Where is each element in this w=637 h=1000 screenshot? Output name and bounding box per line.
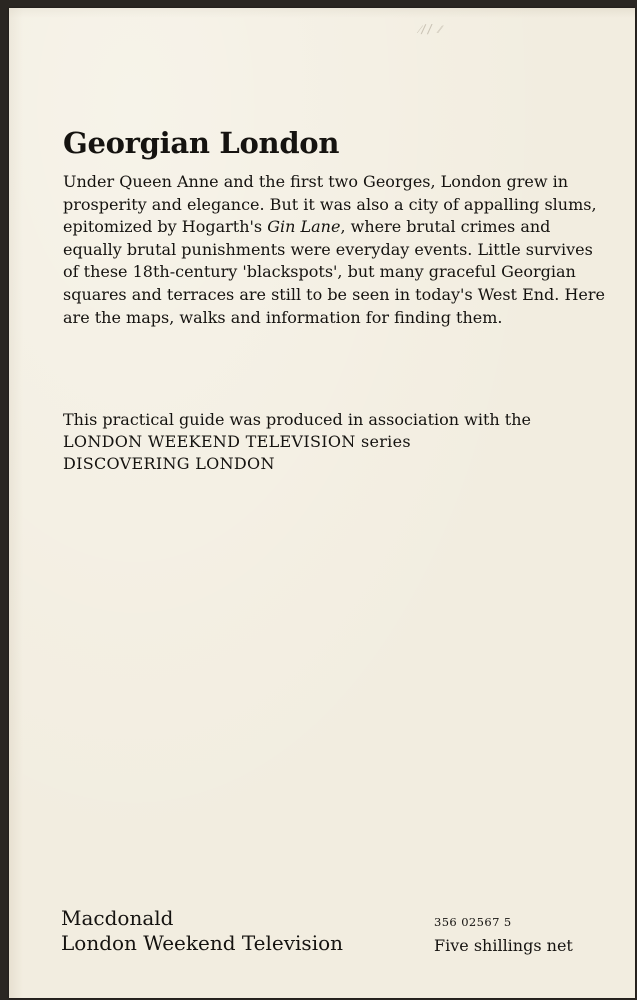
book-blurb xyxy=(63,171,608,329)
wear-mark: ⁄∕/ ⁄⁄ xyxy=(419,22,441,36)
association-line-1: This practical guide was produced in association with the xyxy=(63,410,531,429)
back-cover xyxy=(9,8,635,998)
isbn-number: 356 02567 5 xyxy=(434,915,512,929)
pricing-block xyxy=(434,912,573,956)
publisher-line-1: Macdonald xyxy=(61,906,174,930)
association-line-3: DISCOVERING LONDON xyxy=(63,454,275,473)
publisher-line-2: London Weekend Television xyxy=(61,930,344,955)
blurb-italic-title: Gin Lane xyxy=(267,217,341,237)
price-label: Five shillings net xyxy=(434,936,573,955)
blurb-text-start: Under Queen Anne and the first two Georges, London grew in prosperity and elegance. But it was also a city of appalling slums, epitomized by Hogarth's xyxy=(63,172,597,237)
publisher-imprint xyxy=(61,906,343,955)
book-title: Georgian London xyxy=(63,126,340,160)
blurb-text-end: , where brutal crimes and equally brutal punishments were everyday events. Little survives of these 18th-century 'blackspots', but many graceful Georgian squares and terraces are still to be seen in today's West End. Here are the maps, walks and information for finding them. xyxy=(63,217,606,327)
association-note xyxy=(63,409,608,475)
association-line-2: LONDON WEEKEND TELEVISION series xyxy=(63,432,411,451)
